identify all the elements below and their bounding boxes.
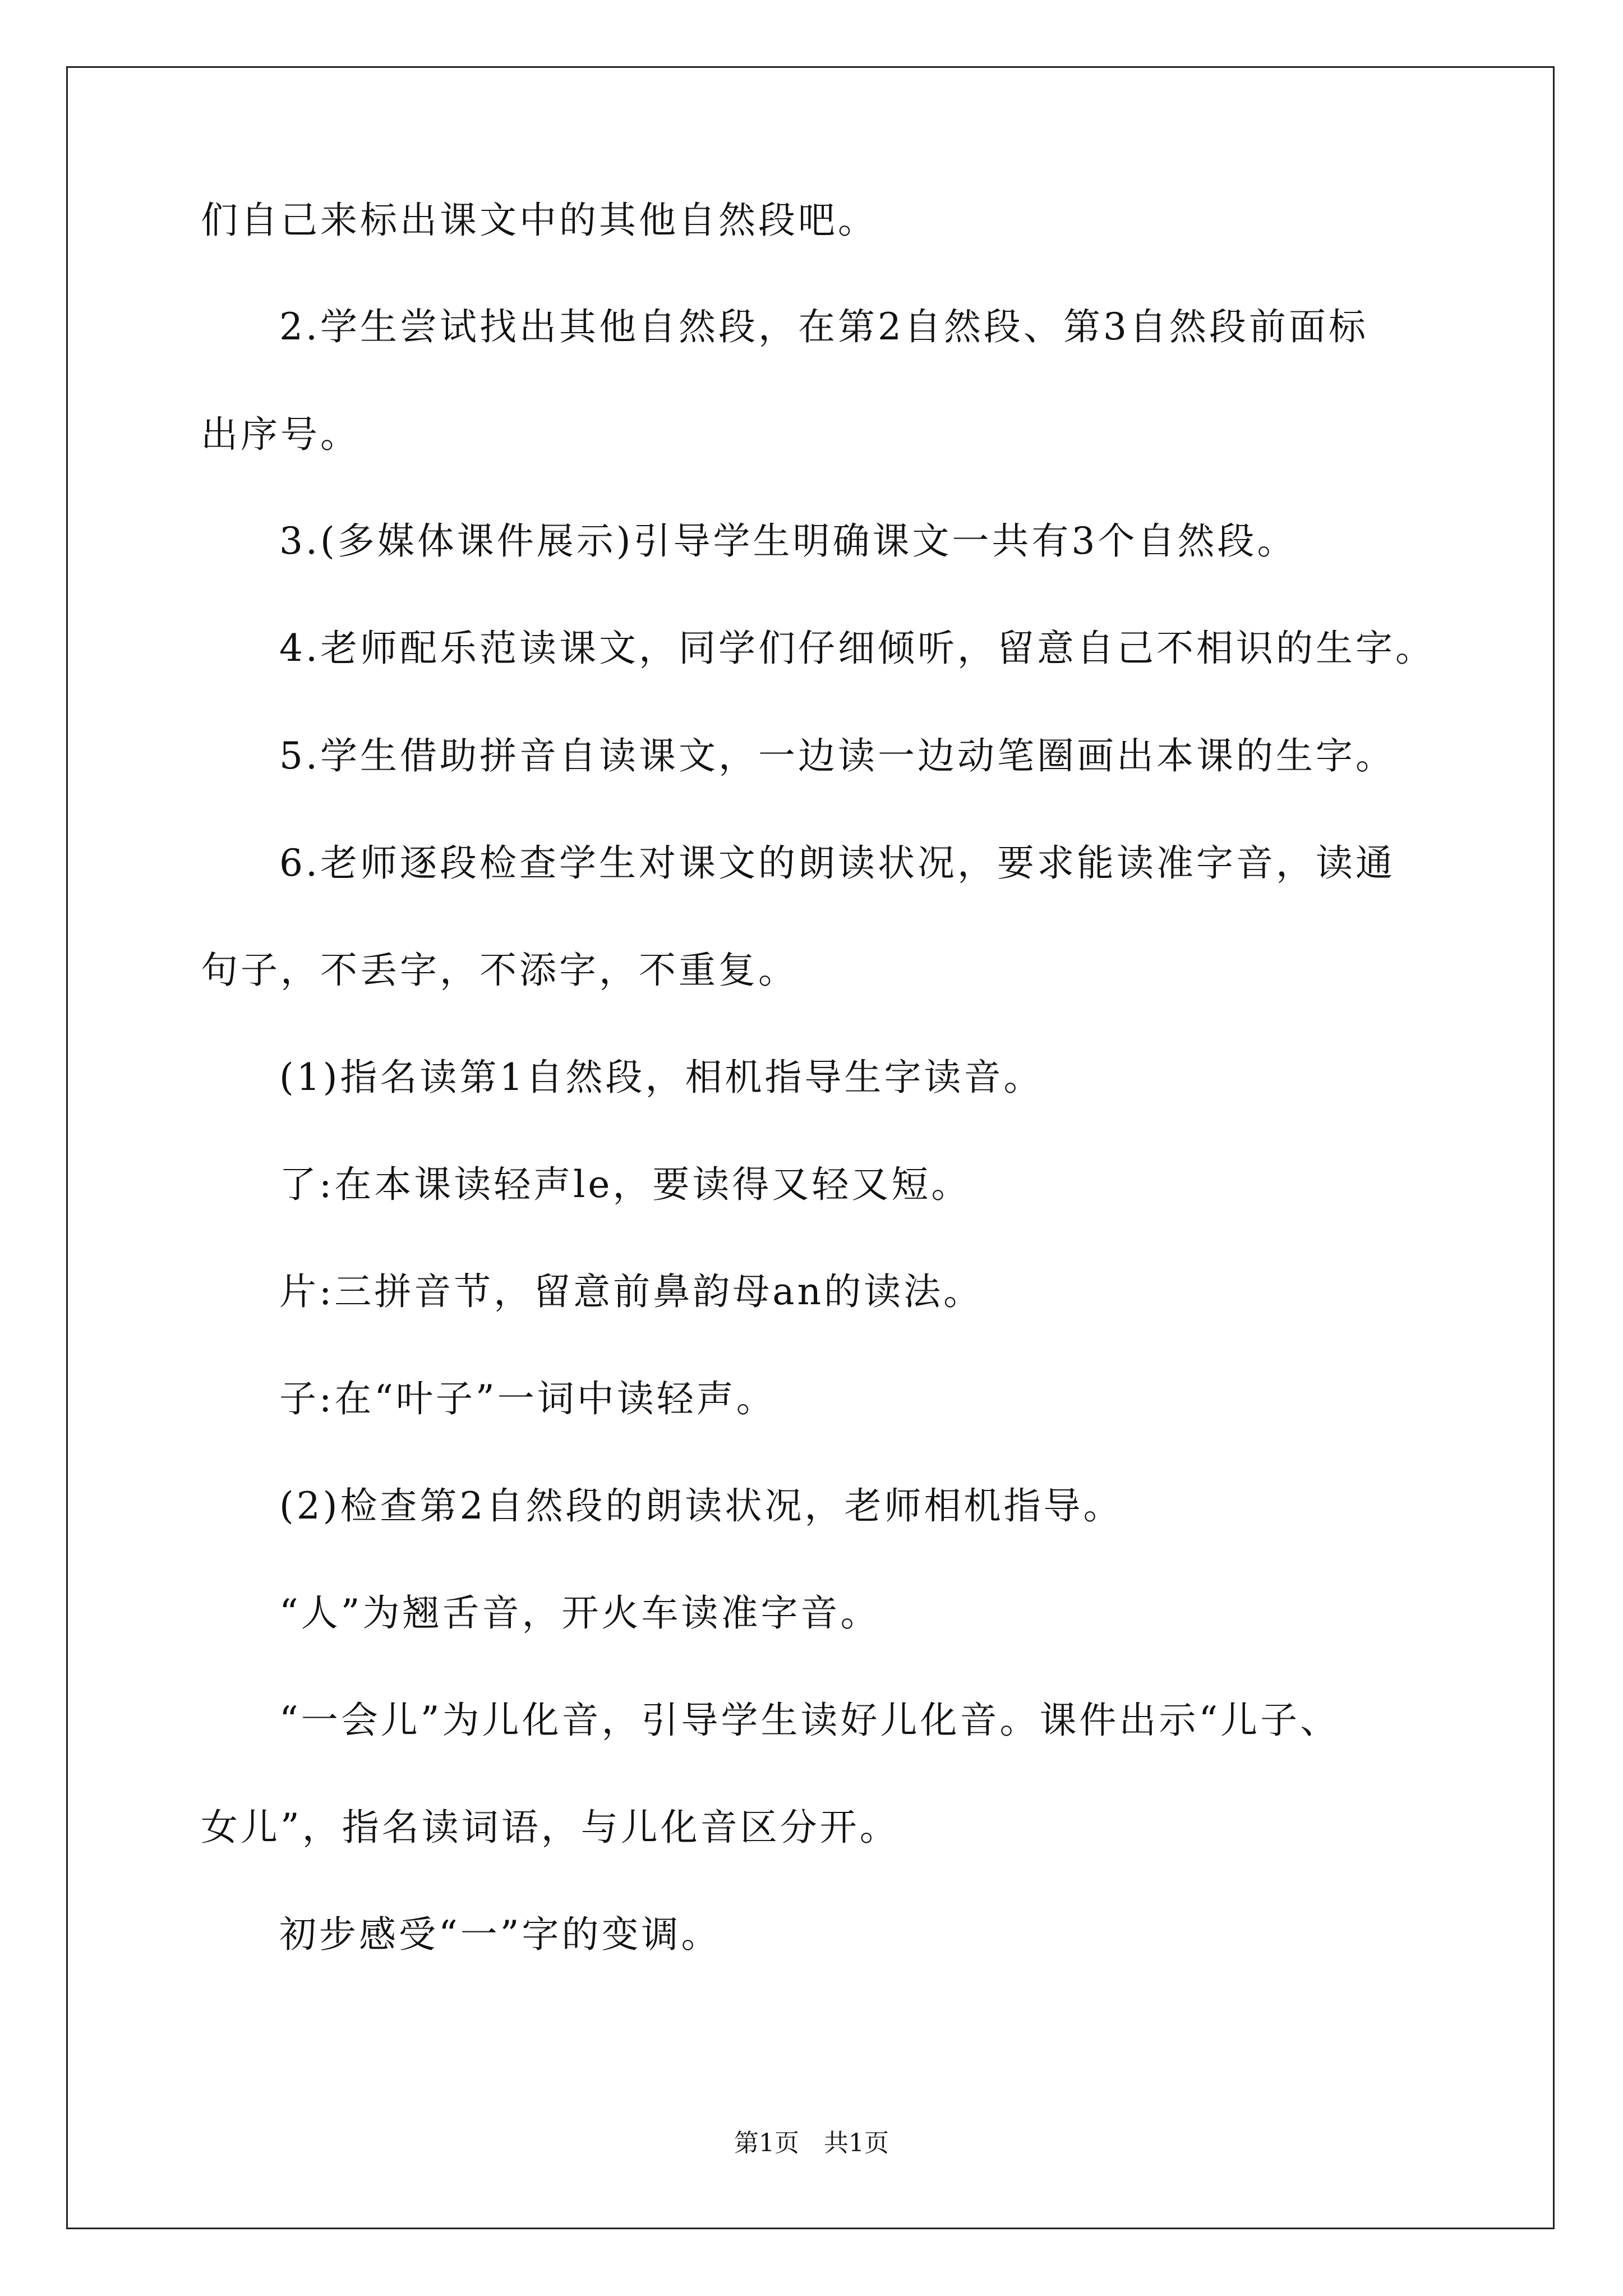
text-line: 子:在“叶子”一词中读轻声。 [279, 1377, 776, 1420]
text-line: 初步感受“一”字的变调。 [279, 1913, 721, 1956]
text-line: 出序号。 [201, 413, 360, 456]
text-line: 了:在本课读轻声le，要读得又轻又短。 [279, 1163, 971, 1206]
text-line: (2)检查第2自然段的朗读状况，老师相机指导。 [279, 1484, 1123, 1527]
text-line: 女儿”，指名读词语，与儿化音区分开。 [201, 1806, 900, 1849]
text-line: (1)指名读第1自然段，相机指导生字读音。 [279, 1056, 1044, 1099]
text-line: 3.(多媒体课件展示)引导学生明确课文一共有3个自然段。 [279, 519, 1297, 563]
text-line: “人”为翘舌音，开火车读准字音。 [279, 1591, 880, 1635]
text-line: 2.学生尝试找出其他自然段，在第2自然段、第3自然段前面标 [279, 305, 1368, 348]
text-line: “一会儿”为儿化音，引导学生读好儿化音。课件出示“儿子、 [279, 1699, 1340, 1742]
text-line: 片:三拼音节，留意前鼻韵母an的读法。 [279, 1270, 984, 1313]
text-line: 6.老师逐段检查学生对课文的朗读状况，要求能读准字音，读通 [279, 841, 1395, 885]
text-line: 句子，不丢字，不添字，不重复。 [201, 949, 798, 992]
page-number: 第1页 共1页 [734, 2129, 889, 2157]
text-line: 5.学生借助拼音自读课文，一边读一边动笔圈画出本课的生字。 [279, 734, 1395, 777]
page-border [66, 66, 1555, 2229]
text-line: 4.老师配乐范读课文，同学们仔细倾听，留意自己不相识的生字。 [279, 627, 1435, 670]
text-line: 们自己来标出课文中的其他自然段吧。 [201, 199, 878, 242]
